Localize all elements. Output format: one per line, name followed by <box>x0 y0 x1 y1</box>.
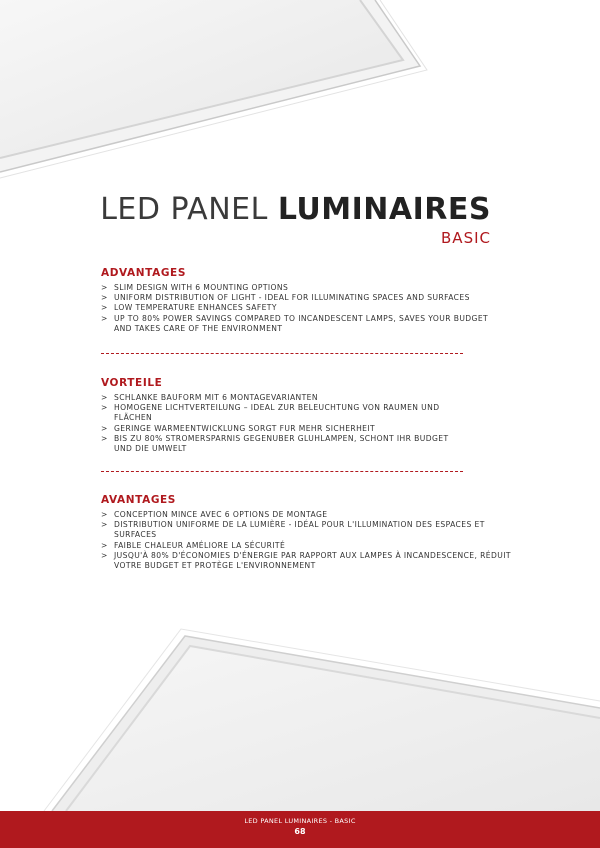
page-footer <box>0 811 600 848</box>
footer-title: LED PANEL LUMINAIRES - BASIC <box>244 817 356 825</box>
list-item: > JUSQU'À 80% D'ÉCONOMIES D'ÉNERGIE PAR RAPPORT AUX LAMPES À INCANDESCENCE, RÉDUIT VOTRE BUDGET ET PROTÈGE L'ENVIRONNEMENT <box>101 551 524 571</box>
section-divider <box>101 471 463 472</box>
section-heading: AVANTAGES <box>101 494 176 506</box>
section-divider <box>101 353 463 354</box>
list-item: > LOW TEMPERATURE ENHANCES SAFETY <box>101 303 521 313</box>
list-item: > BIS ZU 80% STROMERSPARNIS GEGENUBER GLUHLAMPEN, SCHONT IHR BUDGET UND DIE UMWELT <box>101 434 459 454</box>
list-item: > GERINGE WARMEENTWICKLUNG SORGT FUR MEHR SICHERHEIT <box>101 424 521 434</box>
list-item: > UNIFORM DISTRIBUTION OF LIGHT - IDEAL FOR ILLUMINATING SPACES AND SURFACES <box>101 293 521 303</box>
section-vorteile <box>101 377 521 454</box>
list-item: > FAIBLE CHALEUR AMÉLIORE LA SÉCURITÉ <box>101 541 521 551</box>
list-item: > DISTRIBUTION UNIFORME DE LA LUMIÈRE - IDÉAL POUR L'ILLUMINATION DES ESPACES ET SURFACES <box>101 520 519 540</box>
feature-list <box>101 510 521 571</box>
page-number: 68 <box>294 827 306 836</box>
list-item: > SCHLANKE BAUFORM MIT 6 MONTAGEVARIANTEN <box>101 393 521 403</box>
page-subtitle: BASIC <box>441 229 491 247</box>
list-item: > SLIM DESIGN WITH 6 MOUNTING OPTIONS <box>101 283 521 293</box>
list-item: > CONCEPTION MINCE AVEC 6 OPTIONS DE MONTAGE <box>101 510 521 520</box>
section-advantages <box>101 267 521 334</box>
feature-list <box>101 393 521 454</box>
section-avantages <box>101 494 521 571</box>
feature-list <box>101 283 521 334</box>
section-heading: ADVANTAGES <box>101 267 186 279</box>
title-thin: LED PANEL <box>100 192 268 227</box>
list-item: > UP TO 80% POWER SAVINGS COMPARED TO INCANDESCENT LAMPS, SAVES YOUR BUDGET AND TAKES CARE OF THE ENVIRONMENT <box>101 314 499 334</box>
section-heading: VORTEILE <box>101 377 163 389</box>
list-item: > HOMOGENE LICHTVERTEILUNG – IDEAL ZUR BELEUCHTUNG VON RAUMEN UND FLÄCHEN <box>101 403 464 423</box>
title-bold: LUMINAIRES <box>277 192 491 227</box>
page-title <box>0 192 491 227</box>
